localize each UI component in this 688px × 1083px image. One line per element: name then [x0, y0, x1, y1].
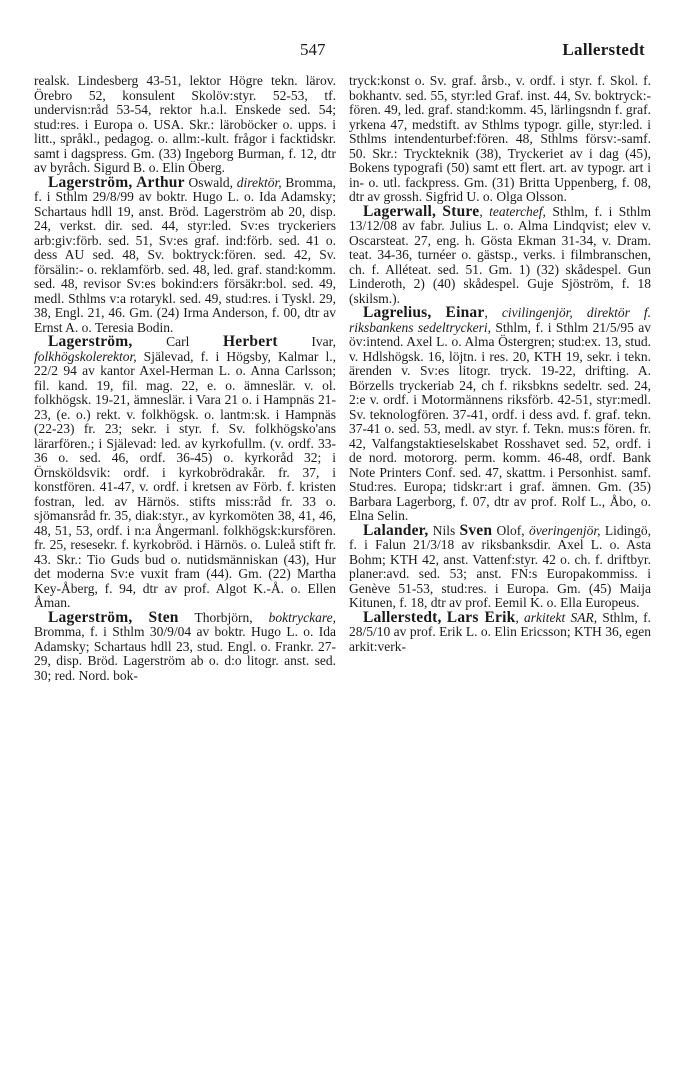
- entry-surname: Lallerstedt,: [363, 608, 442, 626]
- entry-names: Nils: [428, 522, 460, 538]
- biography-entry: [349, 608, 652, 655]
- entry-title: arkitekt SAR,: [524, 609, 598, 625]
- entry-continuation: realsk. Lindesberg 43-51, lektor Högre tekn. lärov. Örebro 52, konsulent Skolöv:styr. 52-53, tf. undervisn:råd 53-54, rektor h.a.l. Enskede sed. 54; stud:res. i Europa o. USA. Skr.: läroböcker o. upps. i litt., språkl., pedagog. o. allm:-kult. frågor i facktidskr. samt i dagspress. Gm. (33) Ingeborg Burman, f. 12, dtr av byråch. Sigurd B. o. Elin Öberg.: [34, 73, 336, 175]
- page-header: [0, 40, 688, 70]
- entry-text: Bromma, f. i Sthlm 30/9/04 av boktr. Hugo L. o. Ida Adamsky; Schartaus hdll 23, stud. Engl. o. Frankr. 27-29, disp. Bröd. Lagerström ab o. d:o litogr. anst. sed. 30; red. Nord. bok-: [34, 624, 336, 683]
- entry-callname: Sven: [459, 521, 493, 539]
- entry-names: Oswald,: [184, 174, 237, 190]
- entry-title: civilingenjör, direktör f. riksbankens sedeltryckeri,: [349, 305, 652, 335]
- biography-entry: [349, 306, 651, 524]
- page-number: 547: [300, 40, 326, 59]
- entry-surname: Lagerwall,: [363, 202, 437, 220]
- entry-surname: Lagerström,: [48, 333, 133, 350]
- entry-title: överingenjör,: [528, 522, 601, 538]
- entry-title: direktör,: [236, 174, 282, 190]
- entry-callname: Lars Erik: [446, 608, 516, 626]
- entry-callname: Einar: [445, 304, 485, 321]
- entry-title: folkhögskolerektor,: [34, 348, 137, 364]
- left-column: [34, 74, 336, 683]
- entry-text: Sthlm, f. i Sthlm 21/5/95 av öv:intend. Axel L. o. Alma Östergren; stud:ex. 13, stud. v. Hdlshögsk. 16, löjtn. i res. 20, KTH 19, sekr. i tekn. ärenden v. Sv:es litogr. tryck. 19-22, drifting. A. Börzells tryckeriab 24, ch f. riksbkns sedeltr. sed. 24, 2:e v. ordf. i Motormännens riksförb. 42-51, styr:medl. Sv. teknologfören. 37-41, ordf. i dess avd. f. graf. tekn. 37-41 o. sed. 53, medl. av styr. f. Tekn. mus:s fören. fr. 42, Valfangstaktieselskabet Rosshavet sed. 52, ordf. i de nord. motororg. perm. komm. 46-48, ordf. Bank Note Printers Conf. sed. 47, skattm. i Personhist. samf. Stud:res. Europa; tidskr:art i graf. ämnen. Gm. (35) Barbara Lagerborg, f. 07, dtr av prof. Rolf L., Åbo, o. Elna Selin.: [349, 319, 652, 523]
- entry-title: teaterchef,: [489, 203, 546, 219]
- entry-names: Carl: [132, 334, 223, 349]
- biography-entry: [349, 202, 651, 307]
- entry-text: Bromma, f. i Sthlm 29/8/99 av boktr. Hugo L. o. Ida Adamsky; Schartaus hdll 19, anst. Bröd. Lagerström ab 20, disp. 24, verkst. dir. sed. 44, styr:led. Sv:es tryckeriers arb:giv:förb. sed. 51, Sv:es graf. ind:förb. sed. 41 o. dess AU sed. 48, Sv. boktryck:fören. sed. 42, Sv. försälin:- o. reklamförb. sed. 48, led. graf. stand:komm. sed. 48, revisor Sv:es bokind:ers försäkr:bol. sed. 49, medl. Sthlms v:a rotarykl. sed. 49, stud:res. i Tyskl. 29, 38, Engl. 21, 46. Gm. (24) Irma Anderson, f. 00, dtr av Ernst A. o. Teresia Bodin.: [34, 174, 337, 335]
- entry-surname: Lagerström,: [48, 608, 133, 626]
- running-head: Lallerstedt: [562, 40, 645, 59]
- entry-surname: Lagrelius,: [363, 304, 432, 321]
- entry-surname: Lagerström,: [48, 173, 133, 191]
- right-column: [349, 74, 651, 654]
- entry-continuation: tryck:konst o. Sv. graf. årsb., v. ordf. i styr. f. Skol. f. bokhantv. sed. 55, styr:led Graf. inst. 44, Sv. boktryck:-fören. 49, led. graf. stand:komm. 45, lärlingsndn f. graf. yrkena 47, medstift. av Sthlms typogr. gille, styr:led. i Sthlms intendenturbef:fören. 48, Sthlms försv:-samf. 50. Skr.: Tryckteknik (38), Tryckeriet av i dag (45), Bokens typografi (50) samt ett flert. art. av typogr. art i in- o. utl. fackpress. Gm. (31) Britta Uppenberg, f. 08, dtr av grossh. Sigfrid U. o. Olga Olsson.: [349, 73, 651, 204]
- entry-separator: ,: [484, 305, 502, 320]
- entry-callname: Sture: [442, 202, 480, 220]
- entry-title: boktryckare,: [268, 609, 336, 625]
- entry-separator: ,: [515, 609, 525, 625]
- biography-entry: [34, 173, 337, 336]
- entry-names: Olof,: [492, 522, 529, 538]
- entry-callname: Arthur: [136, 173, 185, 191]
- entry-names: Ivar,: [277, 334, 336, 349]
- entry-names: Thorbjörn,: [178, 609, 269, 625]
- entry-callname: Sten: [148, 608, 179, 626]
- entry-text: Lidingö, f. i Falun 21/3/18 av riksbanksdir. Axel L. o. Asta Bohm; KTH 42, anst. Vattenf:styr. 42 o. ch. f. driftbyr. planer:avd. sed. 53; anst. FN:s Europakommiss. i Genève 51-53, stud:res. i Europa. Gm. (45) Maija Kitunen, f. 18, dtr av prof. Eemil K. o. Ella Europeus.: [349, 522, 651, 610]
- biography-entry: [34, 335, 336, 611]
- entry-text: Sthlm, f. 28/5/10 av prof. Erik L. o. Elin Ericsson; KTH 36, egen arkit:verk-: [349, 609, 652, 654]
- biography-entry: [34, 608, 336, 684]
- entry-text: Själevad, f. i Högsby, Kalmar l., 22/2 94 av kantor Axel-Herman L. o. Anna Carlsson; fil. kand. 19, fil. mag. 22, e. o. ämneslär. v. ol. folkhögsk. 19-21, ämneslär. i Vara 21 o. i Hampnäs 21-23, (e. o.) rekt. v. folkhögsk. o. lantm:sk. i Hampnäs (22-23) fr. 23; sekr. i styr. f. Sv. folkhögsko'ans lärarfören.; i Själevad: led. av kyrkofullm. (v. ordf. 33-36 o. sed. 46, ordf. 36-45) o. kyrkoråd 32; i Örnsköldsvik: ordf. i kyrkobrödrakår. fr. 37, i konstfören. 41-47, v. ordf. i kretsen av Förb. f. kristen fostran, led. av Härnös. stifts miss:råd fr. 33 o. sjömansråd fr. 35, diak:styr., av kyrkomöten 38, 41, 46, 48, 51, 53, ordf. i n:a Ångermanl. folkhögsk:kursfören. fr. 25, resesekr. f. kyrkobröd. i Härnös. o. Luleå stift fr. 43. Skr.: Tio Guds bud o. nutidsmänniskan (43), Hur det moderna Sv:e vuxit fram (44). Gm. (22) Martha Key-Åberg, f. 94, dtr av prof. Algot K.-Å. o. Ellen Åman.: [34, 348, 336, 610]
- entry-callname: Herbert: [223, 333, 278, 350]
- entry-text: Sthlm, f. i Sthlm 13/12/08 av fabr. Julius L. o. Alma Lindqvist; elev v. Oscarsteat. 27, eng. h. Gösta Ekman 31-34, v. Dram. teat. 34-36, turnéer o. gästsp., verks. i filmbranschen, ch. f. Alléteat. sed. 51. Gm. 1) (32) skådespel. Gun Linderoth, 2) (40) skådespel. Guje Sjöström, f. 18 (skilsm.).: [349, 203, 651, 306]
- entry-surname: Lalander,: [363, 521, 429, 539]
- biography-entry: [349, 521, 651, 611]
- entry-separator: ,: [479, 203, 490, 219]
